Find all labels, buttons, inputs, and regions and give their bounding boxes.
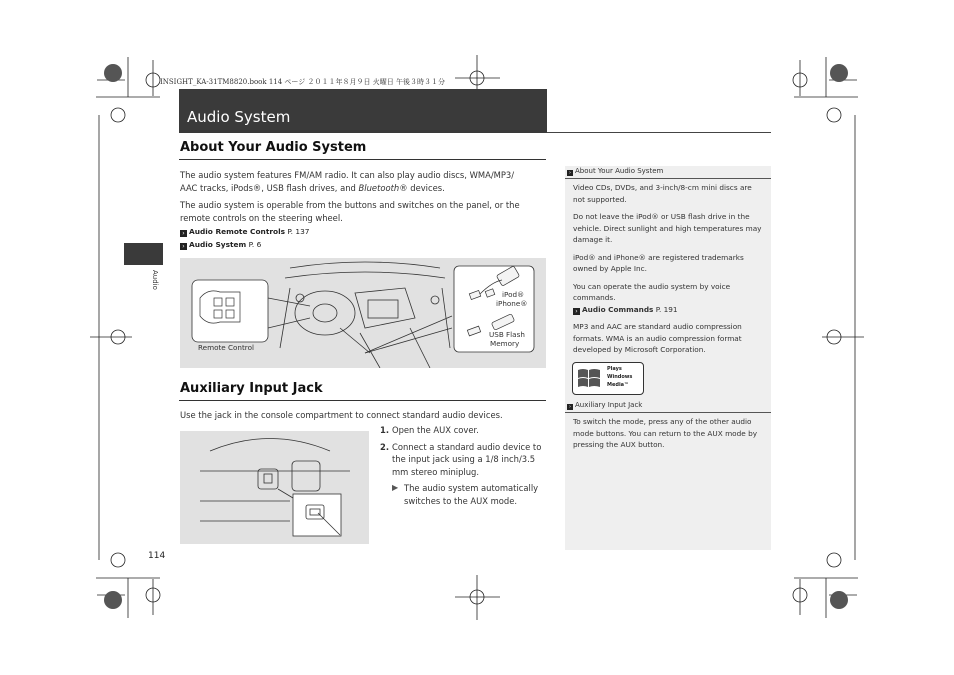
step-1-text: Open the AUX cover. (392, 425, 479, 435)
logo-line-1: Plays (607, 366, 622, 372)
dashboard-figure (180, 258, 546, 368)
windows-flag-icon (576, 366, 602, 391)
note-head-aux (567, 401, 642, 410)
label-remote-control: Remote Control (198, 343, 254, 352)
side-tab (124, 243, 163, 265)
ref-audio-remote-controls[interactable] (180, 225, 546, 238)
label-memory: Memory (490, 339, 520, 348)
step-1 (380, 424, 550, 437)
logo-line-2: Windows (607, 374, 633, 380)
p1-part-b: AAC tracks, iPods®, USB flash drives, and (180, 183, 359, 193)
p1-part-c: ® devices. (399, 183, 445, 193)
note-3: iPod® and iPhone® are registered trademarks owned by Apple Inc. (573, 252, 744, 273)
note-rule-1 (565, 178, 771, 179)
step-result (380, 482, 550, 507)
note-arrow-icon: › (569, 170, 571, 176)
result-triangle-icon: ▶ (392, 483, 399, 492)
step-2-number: 2. (380, 441, 390, 452)
ref2-page: P. 6 (248, 240, 262, 249)
step-2 (380, 441, 550, 479)
note-5: MP3 and AAC are standard audio compression formats. WMA is an audio compression format developed by Microsoft Corporation. (573, 322, 742, 354)
aux-steps (380, 424, 550, 507)
ref1-label: Audio Remote Controls (189, 227, 286, 236)
step-1-number: 1. (380, 425, 390, 435)
notes-panel (565, 166, 771, 550)
note-arrow-icon: › (569, 404, 571, 410)
note-head-aux-text: Auxiliary Input Jack (575, 401, 643, 409)
p1-part-a: The audio system features FM/AM radio. It can also play audio discs, WMA/MP3/ (180, 170, 515, 180)
section-title: Audio System (187, 108, 291, 126)
windows-media-logo (572, 362, 644, 395)
reference-arrow-icon: › (573, 308, 580, 315)
section-title-bar (179, 89, 547, 133)
notes-about-body (573, 182, 765, 356)
note-4-ref-page: P. 191 (655, 304, 678, 314)
aux-heading: Auxiliary Input Jack (180, 381, 323, 396)
print-header: INSIGHT_KA-31TM8820.book 114 ページ ２０１１年８月９日 火曜日 午後３時３１分 (160, 78, 445, 86)
about-paragraph-2: The audio system is operable from the buttons and switches on the panel, or the remote controls on the steering wheel. (180, 200, 520, 223)
about-rule (179, 159, 546, 160)
about-paragraph-1 (180, 169, 546, 195)
ref2-label: Audio System (189, 240, 247, 249)
label-usb-flash: USB Flash (489, 330, 525, 339)
note-4-ref-audio-commands[interactable] (573, 304, 765, 316)
note-4: You can operate the audio system by voice commands. (573, 281, 731, 302)
page-number: 114 (148, 551, 166, 561)
aux-intro: Use the jack in the console compartment to connect standard audio devices. (180, 410, 503, 420)
reference-arrow-icon: › (180, 230, 187, 237)
note-head-about (567, 167, 663, 176)
step-2-text: Connect a standard audio device to the input jack using a 1/8 inch/3.5 mm stereo miniplug. (392, 441, 542, 477)
aux-jack-illustration (180, 431, 369, 544)
title-rule (547, 132, 771, 133)
aux-rule (179, 400, 546, 401)
about-body (180, 169, 546, 251)
ref-audio-system[interactable] (180, 238, 546, 251)
note-2: Do not leave the iPod® or USB flash drive in the vehicle. Direct sunlight and high temperatures may damage it. (573, 212, 762, 244)
ref1-page: P. 137 (287, 227, 310, 236)
label-iphone: iPhone® (496, 299, 528, 308)
reference-arrow-icon: › (180, 243, 187, 250)
side-tab-label: Audio (151, 270, 159, 290)
note-rule-2 (565, 412, 771, 413)
logo-text (607, 365, 632, 389)
aux-jack-figure (180, 431, 369, 544)
logo-line-3: Media™ (607, 382, 630, 388)
step-result-text: The audio system automatically switches to the AUX mode. (404, 483, 539, 506)
note-6: To switch the mode, press any of the other audio mode buttons. You can return to the AUX mode by pressing the AUX button. (573, 417, 758, 449)
note-1: Video CDs, DVDs, and 3-inch/8-cm mini discs are not supported. (573, 183, 752, 204)
p1-bluetooth: Bluetooth (358, 183, 400, 193)
about-heading: About Your Audio System (180, 140, 367, 155)
note-head-about-text: About Your Audio System (575, 167, 664, 175)
label-ipod: iPod® (502, 290, 525, 299)
note-4-ref-label: Audio Commands (582, 304, 654, 314)
